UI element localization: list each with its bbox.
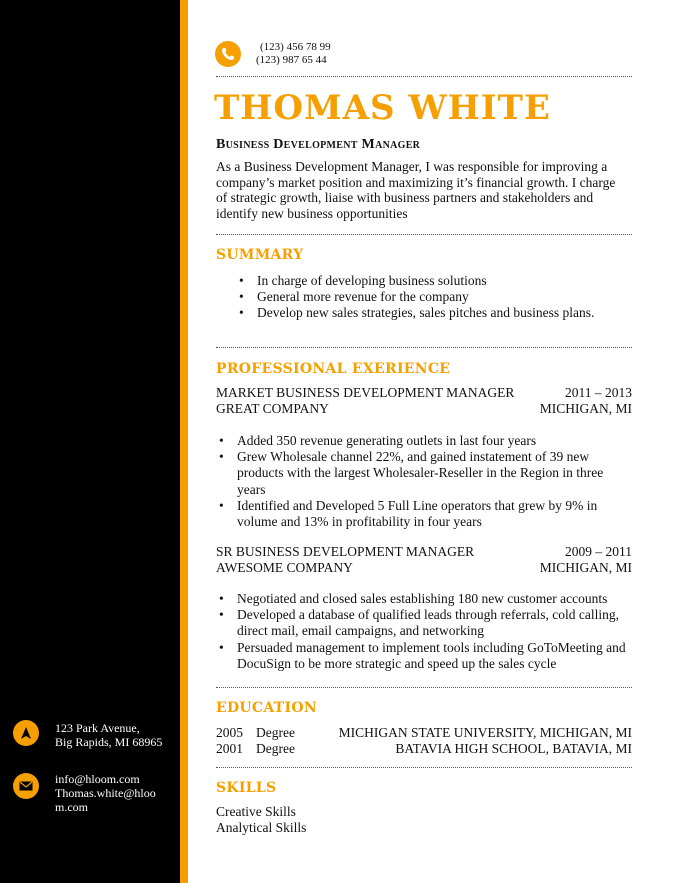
skill-item: Creative Skills: [216, 804, 296, 819]
company-name: AWESOME COMPANY: [216, 560, 353, 575]
sidebar: [0, 0, 180, 883]
list-item: • Persuaded management to implement tools including GoToMeeting and DocuSign to be more strategic and speed up the sales cycle: [216, 640, 632, 672]
experience-heading: PROFESSIONAL EXERIENCE: [216, 361, 451, 377]
phone-number[interactable]: (123) 987 65 44: [256, 54, 327, 66]
divider: [216, 347, 632, 348]
summary-heading: SUMMARY: [216, 247, 304, 263]
email-line[interactable]: m.com: [55, 800, 88, 814]
address: [55, 721, 162, 749]
education-heading: EDUCATION: [216, 700, 317, 716]
summary-list: [236, 273, 636, 322]
edu-degree: Degree: [256, 725, 295, 740]
person-name: THOMAS WHITE: [214, 88, 551, 128]
phone-number[interactable]: (123) 456 78 99: [260, 41, 331, 53]
list-item: • Grew Wholesale channel 22%, and gained instatement of 39 new products with the largest Wholesaler-Reseller in the Region in three years: [216, 449, 616, 498]
list-item: • Identified and Developed 5 Full Line operators that grew by 9% in volume and 13% in profitability in four years: [216, 498, 616, 530]
edu-institution: BATAVIA HIGH SCHOOL, BATAVIA, MI: [395, 741, 632, 756]
job-company-row: [216, 401, 632, 417]
envelope-icon: [13, 773, 39, 799]
phone-icon: [215, 41, 241, 67]
email-block: [55, 772, 156, 814]
skills-heading: SKILLS: [216, 780, 277, 796]
job-dates: 2009 – 2011: [565, 544, 632, 559]
list-item: • Negotiated and closed sales establishing 180 new customer accounts: [216, 591, 632, 607]
edu-year: 2005: [216, 725, 243, 740]
edu-institution: MICHIGAN STATE UNIVERSITY, MICHIGAN, MI: [338, 725, 632, 740]
company-name: GREAT COMPANY: [216, 401, 329, 416]
job-bullets: [216, 591, 632, 672]
accent-stripe: [180, 0, 188, 883]
divider: [216, 767, 632, 768]
job-dates: 2011 – 2013: [565, 385, 632, 400]
job-location: MICHIGAN, MI: [539, 401, 632, 416]
skills-list: [216, 804, 306, 836]
email-line[interactable]: info@hloom.com: [55, 772, 140, 786]
divider: [216, 76, 632, 77]
job-header: [216, 544, 632, 560]
job-location: MICHIGAN, MI: [539, 560, 632, 575]
intro-paragraph: As a Business Development Manager, I was responsible for improving a company’s market position and maximizing it’s financial growth. I charge of strategic growth, liaise with business partners and stakeholders and identify new business opportunities: [216, 159, 616, 221]
email-line[interactable]: Thomas.white@hloo: [55, 786, 156, 800]
skill-item: Analytical Skills: [216, 820, 307, 835]
address-line: Big Rapids, MI 68965: [55, 735, 163, 749]
divider: [216, 234, 632, 235]
address-line: 123 Park Avenue,: [55, 721, 140, 735]
job-bullets: [216, 433, 616, 530]
job-title: Business Development Manager: [216, 137, 421, 152]
list-item: • In charge of developing business solutions: [236, 273, 636, 289]
list-item: • Developed a database of qualified leads through referrals, cold calling, direct mail, email campaigns, and networking: [216, 607, 632, 639]
list-item: • Added 350 revenue generating outlets in last four years: [216, 433, 616, 449]
list-item: • Develop new sales strategies, sales pitches and business plans.: [236, 305, 636, 321]
job-company-row: [216, 560, 632, 576]
divider: [216, 687, 632, 688]
job-header: [216, 385, 632, 401]
list-item: • General more revenue for the company: [236, 289, 636, 305]
location-arrow-icon: [13, 720, 39, 746]
edu-degree: Degree: [256, 741, 295, 756]
job-title: SR BUSINESS DEVELOPMENT MANAGER: [216, 544, 475, 559]
job-title: MARKET BUSINESS DEVELOPMENT MANAGER: [216, 385, 515, 400]
edu-year: 2001: [216, 741, 243, 756]
phone-numbers: [256, 41, 331, 67]
